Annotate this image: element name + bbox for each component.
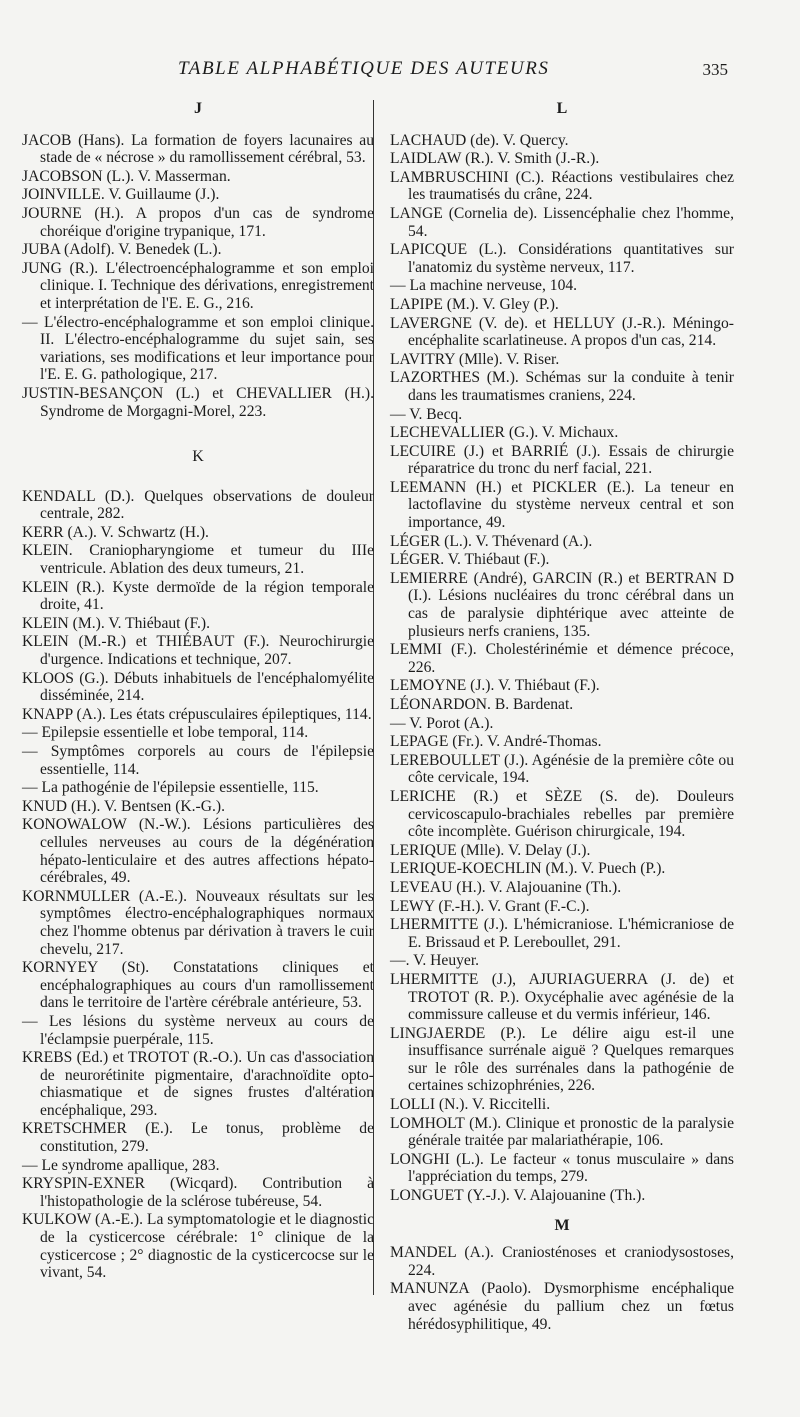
index-entry: KORNYEY (St). Constatations cliniques et encéphalographiques au cours d'un ramollissement dans le territoire de l'artère cérébrale antérieure, 53. bbox=[22, 959, 374, 1012]
page-header bbox=[0, 58, 800, 88]
index-entry: LAPIPE (M.). V. Gley (P.). bbox=[390, 295, 559, 313]
index-entry: LAMBRUSCHINI (C.). Réactions vestibulaires chez les traumatisés du crâne, 224. bbox=[390, 168, 734, 204]
index-entry: — Les lésions du système nerveux au cours de l'éclampsie puerpérale, 115. bbox=[22, 1012, 374, 1048]
index-entry: LAIDLAW (R.). V. Smith (J.-R.). bbox=[390, 150, 600, 168]
index-entry: LAVERGNE (V. de). et HELLUY (J.-R.). Méningo-encéphalite scarlatineuse. A propos d'un cas, 214. bbox=[390, 314, 734, 350]
index-entry: LEREBOULLET (J.). Agénésie de la première côte ou côte cervicale, 194. bbox=[390, 751, 734, 787]
index-entry: — V. Becq. bbox=[390, 405, 463, 423]
index-entry: LOMHOLT (M.). Clinique et pronostic de la paralysie générale traitée par malariathérapie, 106. bbox=[390, 1114, 734, 1150]
index-entry: LEWY (F.-H.). V. Grant (F.-C.). bbox=[390, 897, 590, 915]
section-heading-k: K bbox=[192, 448, 204, 466]
index-entry: — La machine nerveuse, 104. bbox=[390, 277, 578, 295]
entries-list-m bbox=[390, 1244, 734, 1333]
entries-list-k bbox=[22, 488, 374, 1282]
index-entry: MANDEL (A.). Craniosténoses et craniodysostoses, 224. bbox=[390, 1244, 734, 1279]
index-entry: MANUNZA (Paolo). Dysmorphisme encéphalique avec agénésie du pallium chez un fœtus hérédosyphilitique, 49. bbox=[390, 1280, 734, 1333]
index-entry: KLOOS (G.). Débuts inhabituels de l'encéphalomyélite disséminée, 214. bbox=[22, 669, 374, 705]
index-entry: JUBA (Adolf). V. Benedek (L.). bbox=[22, 241, 222, 259]
index-entry: KLEIN (M.-R.) et THIÉBAUT (F.). Neurochirurgie d'urgence. Indications et technique, 207. bbox=[22, 633, 374, 669]
index-entry: LECHEVALLIER (G.). V. Michaux. bbox=[390, 424, 619, 442]
index-entry: — La pathogénie de l'épilepsie essentielle, 115. bbox=[22, 779, 319, 797]
index-entry: LONGHI (L.). Le facteur « tonus musculaire » dans l'appréciation du temps, 279. bbox=[390, 1150, 734, 1186]
index-entry: JUNG (R.). L'électroencéphalogramme et son emploi clinique. I. Technique des dérivations, enregistrement et interprétation de l'E. E. G., 216. bbox=[22, 259, 374, 312]
left-column bbox=[22, 98, 374, 1283]
index-entry: LEMIERRE (André), GARCIN (R.) et BERTRAN D (I.). Lésions nucléaires du tronc cérébral dans un cas de paralysie diphtérique avec atteinte de plusieurs nerfs craniens, 135. bbox=[390, 569, 734, 640]
index-entry: —. V. Heuyer. bbox=[390, 952, 480, 970]
index-entry: LONGUET (Y.-J.). V. Alajouanine (Th.). bbox=[390, 1187, 646, 1205]
index-entry: LEPAGE (Fr.). V. André-Thomas. bbox=[390, 733, 602, 751]
section-heading-l: L bbox=[556, 100, 568, 117]
entries-list-l bbox=[390, 132, 734, 1205]
index-entry: LINGJAERDE (P.). Le délire aigu est-il une insuffisance surrénale aiguë ? Quelques remarques sur le rôle des surrénales dans la pathogénie de certaines schizophrénies, 226. bbox=[390, 1024, 734, 1095]
index-entry: LÉONARDON. B. Bardenat. bbox=[390, 696, 574, 713]
index-entry: KRETSCHMER (E.). Le tonus, problème de constitution, 279. bbox=[22, 1120, 374, 1156]
page-title: TABLE ALPHABÉTIQUE DES AUTEURS bbox=[178, 58, 550, 79]
index-entry: KNAPP (A.). Les états crépusculaires épileptiques, 114. bbox=[22, 705, 372, 723]
entries-list-j bbox=[22, 132, 374, 421]
index-entry: LEVEAU (H.). V. Alajouanine (Th.). bbox=[390, 878, 622, 896]
index-entry: — Symptômes corporels au cours de l'épilepsie essentielle, 114. bbox=[22, 743, 374, 778]
index-entry: JOINVILLE. V. Guillaume (J.). bbox=[22, 186, 220, 204]
index-entry: KERR (A.). V. Schwartz (H.). bbox=[22, 523, 209, 541]
index-entry: LEMMI (F.). Cholestérinémie et démence précoce, 226. bbox=[390, 641, 734, 676]
page-number: 335 bbox=[702, 60, 728, 79]
index-entry: JOURNE (H.). A propos d'un cas de syndrome choréique d'origine trypanique, 171. bbox=[22, 204, 374, 240]
index-entry: JACOB (Hans). La formation de foyers lacunaires au stade de « nécrose » du ramollissement cérébral, 53. bbox=[22, 131, 374, 167]
index-entry: KULKOW (A.-E.). La symptomatologie et le diagnostic de la cysticercose cérébrale: 1° clinique de la cysticercose ; 2° diagnostic de la cysticercocse sur le vivant, 54. bbox=[22, 1211, 374, 1282]
index-entry: LÉGER. V. Thiébaut (F.). bbox=[390, 551, 550, 569]
index-entry: KENDALL (D.). Quelques observations de douleur centrale, 282. bbox=[22, 487, 374, 523]
index-entry: KRYSPIN-EXNER (Wicqard). Contribution à l'histopathologie de la sclérose tubéreuse, 54. bbox=[22, 1175, 374, 1210]
index-entry: KREBS (Ed.) et TROTOT (R.-O.). Un cas d'association de neurorétinite pigmentaire, d'arachnoïdite opto-chiasmatique et de signes frustes d'altération encéphalique, 293. bbox=[22, 1049, 374, 1119]
index-entry: LAVITRY (Mlle). V. Riser. bbox=[390, 350, 560, 368]
index-entry: LHERMITTE (J.), AJURIAGUERRA (J. de) et TROTOT (R. P.). Oxycéphalie avec agénésie de la commissure calleuse et du vermis inférieur, 146. bbox=[390, 970, 734, 1024]
index-entry: JUSTIN-BESANÇON (L.) et CHEVALLIER (H.). Syndrome de Morgagni-Morel, 223. bbox=[22, 384, 374, 420]
section-heading-j: J bbox=[194, 100, 202, 117]
index-entry: LERIQUE (Mlle). V. Delay (J.). bbox=[390, 841, 591, 859]
index-entry: KLEIN (M.). V. Thiébaut (F.). bbox=[22, 614, 211, 632]
index-entry: LÉGER (L.). V. Thévenard (A.). bbox=[390, 532, 593, 550]
index-entry: JACOBSON (L.). V. Masserman. bbox=[22, 167, 231, 185]
index-entry: KLEIN. Craniopharyngiome et tumeur du IIIe ventricule. Ablation des deux tumeurs, 21. bbox=[22, 542, 374, 578]
section-heading-m: M bbox=[554, 1216, 570, 1234]
index-entry: LAPICQUE (L.). Considérations quantitatives sur l'anatomiz du système nerveux, 117. bbox=[390, 241, 734, 276]
index-entry: — L'électro-encéphalogramme et son emploi clinique. II. L'électro-encéphalogramme du sujet sain, ses variations, ses modifications et leur importance pour l'E. E. G. pathologique, 217. bbox=[22, 313, 374, 384]
index-entry: KLEIN (R.). Kyste dermoïde de la région temporale droite, 41. bbox=[22, 578, 374, 614]
index-entry: — Le syndrome apallique, 283. bbox=[22, 1156, 220, 1174]
index-entry: LANGE (Cornelia de). Lissencéphalie chez l'homme, 54. bbox=[390, 204, 734, 240]
index-entry: LEEMANN (H.) et PICKLER (E.). La teneur en lactoflavine du stystème nerveux central et son importance, 49. bbox=[390, 478, 734, 532]
index-entry: LERIQUE-KOECHLIN (M.). V. Puech (P.). bbox=[390, 860, 666, 878]
index-entry: LACHAUD (de). V. Quercy. bbox=[390, 131, 569, 149]
right-column bbox=[390, 98, 734, 1334]
index-entry: KORNMULLER (A.-E.). Nouveaux résultats sur les symptômes électro-encéphalographiques normaux chez l'homme obtenus par dérivation à travers le cuir chevelu, 217. bbox=[22, 887, 374, 958]
index-entry: LECUIRE (J.) et BARRIÉ (J.). Essais de chirurgie réparatrice du tronc du nerf facial, 221. bbox=[390, 442, 734, 478]
index-entry: LAZORTHES (M.). Schémas sur la conduite à tenir dans les traumatismes craniens, 224. bbox=[390, 369, 734, 404]
index-entry: — Epilepsie essentielle et lobe temporal, 114. bbox=[22, 724, 309, 742]
index-entry: KONOWALOW (N.-W.). Lésions particulières des cellules nerveuses au cours de la dégénération hépato-lenticulaire et des autres affections hépato-cérébrales, 49. bbox=[22, 816, 374, 887]
index-entry: LHERMITTE (J.). L'hémicraniose. L'hémicraniose de E. Brissaud et P. Lereboullet, 291. bbox=[390, 916, 734, 951]
index-entry: LEMOYNE (J.). V. Thiébaut (F.). bbox=[390, 677, 600, 695]
index-entry: — V. Porot (A.). bbox=[390, 714, 494, 732]
index-entry: KNUD (H.). V. Bentsen (K.-G.). bbox=[22, 797, 225, 815]
index-entry: LERICHE (R.) et SÈZE (S. de). Douleurs cervicoscapulo-brachiales rebelles par première côte incomplète. Guérison chirurgicale, 194. bbox=[390, 787, 734, 841]
index-entry: LOLLI (N.). V. Riccitelli. bbox=[390, 1096, 551, 1114]
